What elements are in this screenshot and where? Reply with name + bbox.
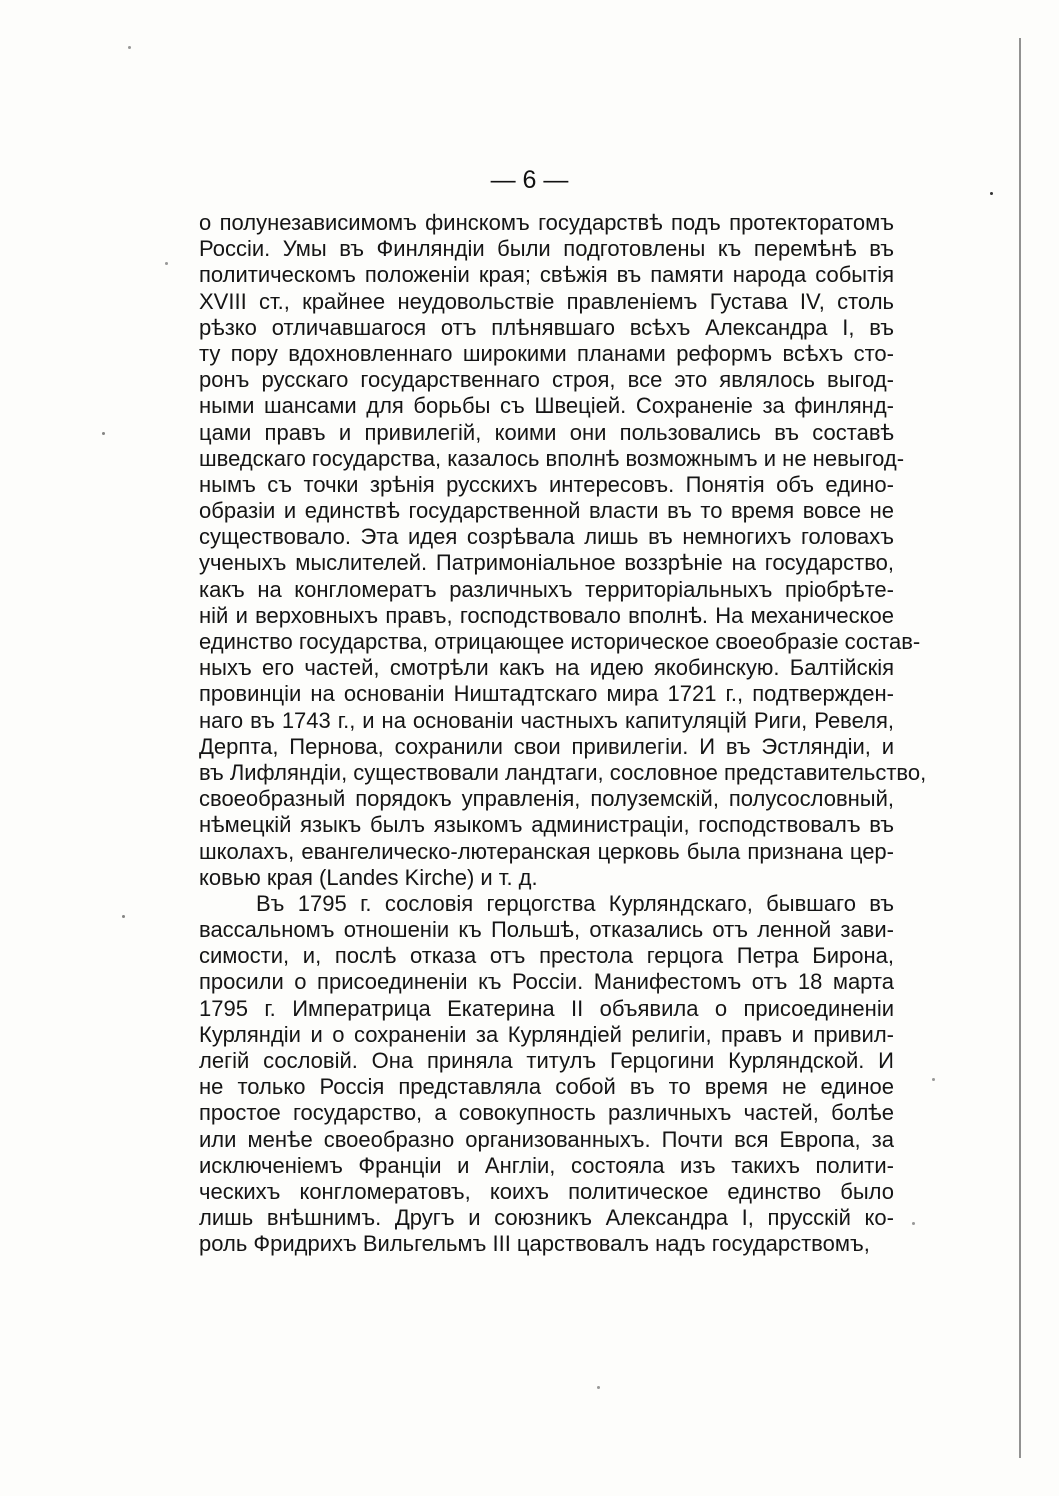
- text-line: существовало. Эта идея созрѣвала лишь въ немногихъ головахъ: [199, 524, 894, 550]
- text-line: единство государства, отрицающее историческое своеобразіе состав-: [199, 629, 921, 654]
- text-line: ныхъ его частей, смотрѣли какъ на идею якобинскую. Балтійскія: [199, 655, 894, 681]
- text-line: ній и верховныхъ правъ, господствовало вполнѣ. На механическое: [199, 602, 894, 628]
- text-line: въ Лифляндіи, существовали ландтаги, сословное представительство,: [199, 759, 927, 785]
- text-line: просили о присоединеніи къ Россіи. Манифестомъ отъ 18 марта: [199, 969, 894, 995]
- text-line: или менѣе своеобразно организованныхъ. Почти вся Европа, за: [199, 1126, 894, 1152]
- text-line: Россіи. Умы въ Финляндіи были подготовлены къ перемѣнѣ въ: [199, 236, 894, 262]
- text-line: простое государство, а совокупность различныхъ частей, болѣе: [199, 1100, 894, 1126]
- text-line: наго въ 1743 г., и на основаніи частныхъ капитуляцій Риги, Ревеля,: [199, 707, 894, 733]
- text-line: ковью края (Landes Kirche) и т. д.: [199, 864, 538, 890]
- text-line: своеобразный порядокъ управленія, полуземскій, полусословный,: [199, 786, 894, 812]
- scan-speck: [165, 262, 168, 265]
- text-line: ронъ русскаго государственнаго строя, все это являлось выгод-: [199, 367, 894, 393]
- text-line: Курляндіи и о сохраненіи за Курляндіей религіи, правъ и привил-: [199, 1021, 894, 1047]
- paragraph: [199, 891, 894, 1258]
- text-line: провинціи на основаніи Ништадтскаго мира 1721 г., подтвержден-: [199, 681, 894, 707]
- text-line: 1795 г. Императрица Екатерина II объявила о присоединеніи: [199, 995, 894, 1021]
- text-line: о полунезависимомъ финскомъ государствѣ подъ протекторатомъ: [199, 210, 894, 235]
- text-line: ученыхъ мыслителей. Патримоніальное воззрѣніе на государство,: [199, 550, 894, 576]
- scan-speck: [912, 1222, 915, 1225]
- text-line: образіи и единствѣ государственной власти въ то время вовсе не: [199, 498, 894, 524]
- text-line: нѣмецкій языкъ былъ языкомъ администраціи, господствовалъ въ: [199, 812, 894, 838]
- text-line: XVIII ст., крайнее неудовольствіе правленіемъ Густава IV, столь: [199, 288, 894, 314]
- text-line: ту пору вдохновленнаго широкими планами реформъ всѣхъ сто-: [199, 340, 894, 366]
- scan-speck: [128, 46, 131, 49]
- text-line: ческихъ конгломератовъ, коихъ политическое единство было: [199, 1178, 894, 1204]
- text-line: симости, и, послѣ отказа отъ престола герцога Петра Бирона,: [199, 943, 894, 969]
- text-line: шведскаго государства, казалось вполнѣ возможнымъ и не невыгод-: [199, 445, 905, 471]
- page-number: — 6 —: [490, 166, 569, 194]
- text-line: школахъ, евангелическо-лютеранская церковь была признана цер-: [199, 838, 894, 864]
- paragraph: [199, 210, 927, 891]
- text-line: рѣзко отличавшагося отъ плѣнявшаго всѣхъ Александра I, въ: [199, 314, 894, 340]
- text-line: цами правъ и привилегій, коими они пользовались въ составѣ: [199, 419, 894, 445]
- scan-speck: [122, 915, 125, 918]
- text-line: ными шансами для борьбы съ Швеціей. Сохраненіе за финлянд-: [199, 393, 894, 419]
- text-line: исключеніемъ Франціи и Англіи, состояла изъ такихъ полити-: [199, 1152, 894, 1178]
- body-text: [199, 210, 927, 1258]
- text-line: роль Фридрихъ Вильгельмъ III царствовалъ надъ государствомъ,: [199, 1231, 870, 1257]
- scan-speck: [102, 432, 105, 435]
- text-line: нымъ съ точки зрѣнія русскихъ интересовъ. Понятія объ едино-: [199, 471, 894, 497]
- text-line: не только Россія представляла собой въ то время не единое: [199, 1074, 894, 1100]
- text-line: лишь внѣшнимъ. Другъ и союзникъ Александра I, прусскій ко-: [199, 1205, 894, 1231]
- text-line: Въ 1795 г. сословія герцогства Курляндскаго, бывшаго въ: [256, 890, 894, 916]
- scan-speck: [932, 1078, 935, 1081]
- text-line: вассальномъ отношеніи къ Польшѣ, отказались отъ ленной зави-: [199, 917, 894, 943]
- scan-speck: [597, 1386, 600, 1389]
- text-line: какъ на конгломератъ различныхъ территоріальныхъ пріобрѣте-: [199, 576, 894, 602]
- scan-edge-line: [1019, 38, 1021, 1458]
- text-line: Дерпта, Пернова, сохранили свои привилегіи. И въ Эстляндіи, и: [199, 733, 894, 759]
- text-line: легій сословій. Она приняла титулъ Герцогини Курляндской. И: [199, 1048, 894, 1073]
- text-line: политическомъ положеніи края; свѣжія въ памяти народа событія: [199, 262, 894, 288]
